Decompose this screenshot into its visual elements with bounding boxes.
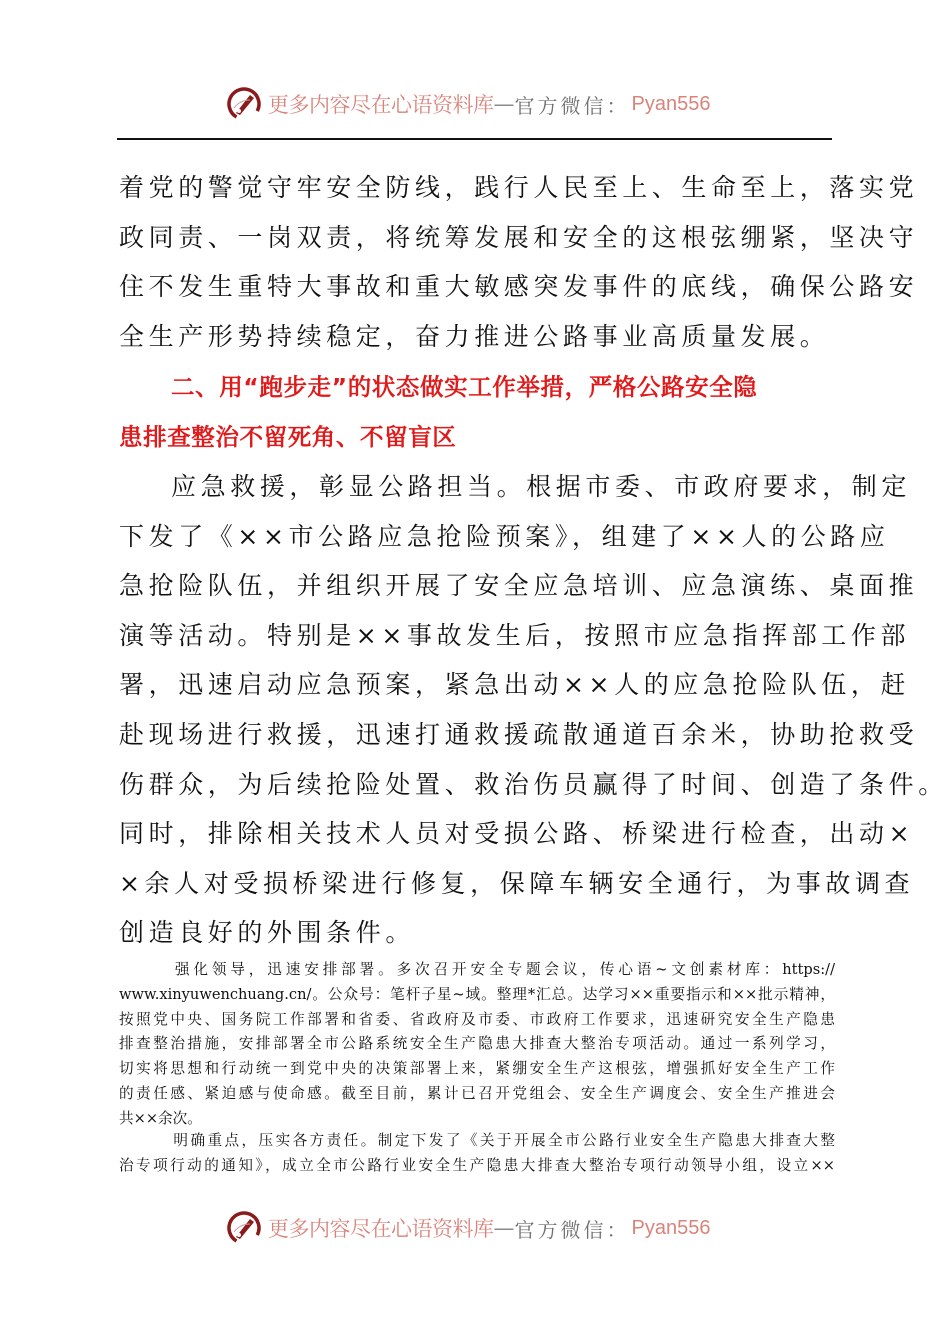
text-line: 政同责、一岗双责，将统筹发展和安全的这根弦绷紧，坚决守 <box>119 222 919 252</box>
text-line: 着党的警觉守牢安全防线，践行人民至上、生命至上，落实党 <box>119 173 919 202</box>
text-line: 创造良好的外围条件。 <box>119 918 416 948</box>
text-line: 明确重点，压实各方责任。制定下发了《关于开展全市公路行业安全生产隐患大排查大整 <box>171 1132 835 1149</box>
text-line: 演等活动。特别是××事故发生后，按照市应急指挥部工作部 <box>119 620 911 650</box>
text-line: 伤群众，为后续抢险处置、救治伤员赢得了时间、创造了条件。 <box>119 769 948 799</box>
text-line: 署，迅速启动应急预案，紧急出动××人的应急抢险队伍，赶 <box>119 670 911 700</box>
quill-pen-logo-icon <box>226 1210 262 1246</box>
header-banner <box>226 82 710 126</box>
banner-dash: — <box>493 1216 515 1240</box>
text-line: 的责任感、紧迫感与使命感。截至目前，累计已召开党组会、安全生产调度会、安全生产推进会 <box>119 1084 835 1102</box>
paragraph-leadership <box>119 958 835 1132</box>
paragraph-continuation <box>119 163 919 361</box>
text-line: 全生产形势持续稳定，奋力推进公路事业高质量发展。 <box>119 321 830 351</box>
text-line: 按照党中央、国务院工作部署和省委、省政府及市委、市政府工作要求，迅速研究安全生产隐患 <box>119 1010 835 1028</box>
text-line: www.xinyuwenchuang.cn/。公众号：笔杆子星~域。整理*汇总。达学习××重要指示和××批示精神， <box>119 985 835 1003</box>
text-line: 住不发生重特大事故和重大敏感突发事件的底线，确保公路安 <box>119 272 919 302</box>
heading-line: 二、用“跑步走”的状态做实工作举措，严格公路安全隐 <box>171 373 758 401</box>
banner-wechat-id: Pyan556 <box>631 92 711 115</box>
header-divider <box>117 138 832 140</box>
quill-pen-logo-icon <box>226 86 262 122</box>
paragraph-responsibilities <box>119 1129 835 1179</box>
heading-line: 患排查整治不留死角、不留盲区 <box>119 422 457 451</box>
footer-banner <box>226 1206 710 1250</box>
banner-dash: — <box>493 92 515 116</box>
banner-wechat-label: 官方微信： <box>514 1217 630 1242</box>
banner-wechat-label: 官方微信： <box>514 93 630 118</box>
text-line: 排查整治措施，安排部署全市公路系统安全生产隐患大排查大整治专项活动。通过一系列学习， <box>119 1035 835 1053</box>
text-line: 赴现场进行救援，迅速打通救援疏散通道百余米，协助抢救受 <box>119 719 919 749</box>
banner-wechat-id: Pyan556 <box>631 1216 711 1239</box>
text-line: 应急救援，彰显公路担当。根据市委、市政府要求，制定 <box>171 472 912 501</box>
text-line: 强化领导，迅速安排部署。多次召开安全专题会议，传心语~文创素材库：https:// <box>171 961 835 978</box>
text-line: 下发了《××市公路应急抢险预案》，组建了××人的公路应 <box>119 521 890 551</box>
section-heading <box>119 363 835 462</box>
text-line: 共××余次。 <box>119 1109 202 1127</box>
text-line: ×余人对受损桥梁进行修复，保障车辆安全通行，为事故调查 <box>119 868 915 898</box>
text-line: 治专项行动的通知》，成立全市公路行业安全生产隐患大排查大整治专项行动领导小组，设立×× <box>119 1156 835 1174</box>
text-line: 切实将思想和行动统一到党中央的决策部署上来，紧绷安全生产这根弦，增强抓好安全生产工作 <box>119 1060 835 1078</box>
banner-slogan: 更多内容尽在心语资料库 <box>268 93 494 117</box>
paragraph-emergency-rescue <box>119 462 948 958</box>
text-line: 同时，排除相关技术人员对受损公路、桥梁进行检查，出动× <box>119 819 915 849</box>
banner-slogan: 更多内容尽在心语资料库 <box>268 1217 494 1241</box>
text-line: 急抢险队伍，并组织开展了安全应急培训、应急演练、桌面推 <box>119 571 919 601</box>
